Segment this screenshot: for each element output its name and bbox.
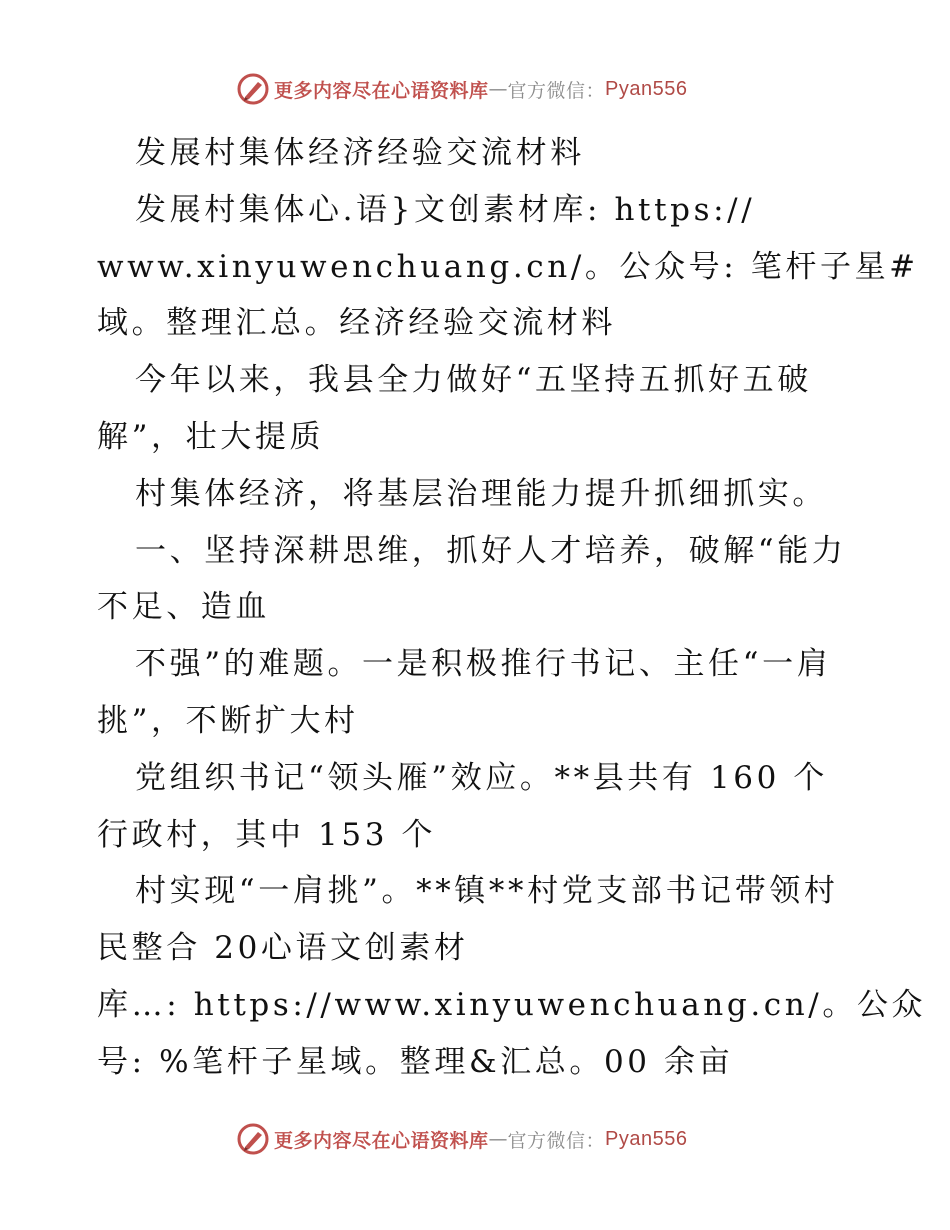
banner-wechat-id: Pyan556 — [605, 77, 688, 100]
text-line: 不足、造血 — [97, 589, 270, 626]
text-line: 解”，壮大提质 — [97, 418, 325, 455]
banner-wechat-label: 官方微信： — [507, 1129, 606, 1152]
document-body — [97, 125, 927, 1091]
banner-wechat-label: 官方微信： — [507, 79, 606, 102]
pen-logo-icon — [236, 1122, 270, 1156]
text-line: 库…: https://www.xinyuwenchuang.cn/。公众 — [97, 986, 927, 1023]
text-line: 今年以来，我县全力做好“五坚持五抓好五破 — [135, 362, 812, 399]
footer-banner — [236, 1122, 688, 1156]
text-line: 行政村，其中 153 个 — [97, 816, 437, 853]
document-title: 发展村集体经济经验交流材料 — [135, 135, 585, 171]
banner-brand-text: 更多内容尽在心语资料库 — [274, 79, 489, 102]
banner-wechat-id: Pyan556 — [605, 1127, 688, 1150]
banner-separator: — — [488, 1128, 508, 1150]
text-line: 不强”的难题。一是积极推行书记、主任“一肩 — [135, 646, 832, 683]
text-line: 村实现“一肩挑”。**镇**村党支部书记带领村 — [135, 873, 839, 910]
text-line: 民整合 20心语文创素材 — [97, 930, 469, 967]
text-line: 村集体经济，将基层治理能力提升抓细抓实。 — [135, 475, 827, 512]
text-line: 一、坚持深耕思维，抓好人才培养，破解“能力 — [135, 532, 847, 569]
text-line: 挑”，不断扩大村 — [97, 702, 359, 739]
banner-separator: — — [488, 78, 508, 100]
text-line: 党组织书记“领头雁”效应。**县共有 160 个 — [135, 759, 828, 796]
text-line: 发展村集体心.语}文创素材库: https:// — [135, 191, 756, 228]
banner-brand-text: 更多内容尽在心语资料库 — [274, 1129, 489, 1152]
text-line: 域。整理汇总。经济经验交流材料 — [97, 305, 616, 342]
pen-logo-icon — [236, 72, 270, 106]
text-line: www.xinyuwenchuang.cn/。公众号: 笔杆子星# — [97, 248, 919, 285]
text-line: 号: %笔杆子星域。整理&汇总。00 余亩 — [97, 1043, 734, 1080]
header-banner — [236, 72, 688, 106]
